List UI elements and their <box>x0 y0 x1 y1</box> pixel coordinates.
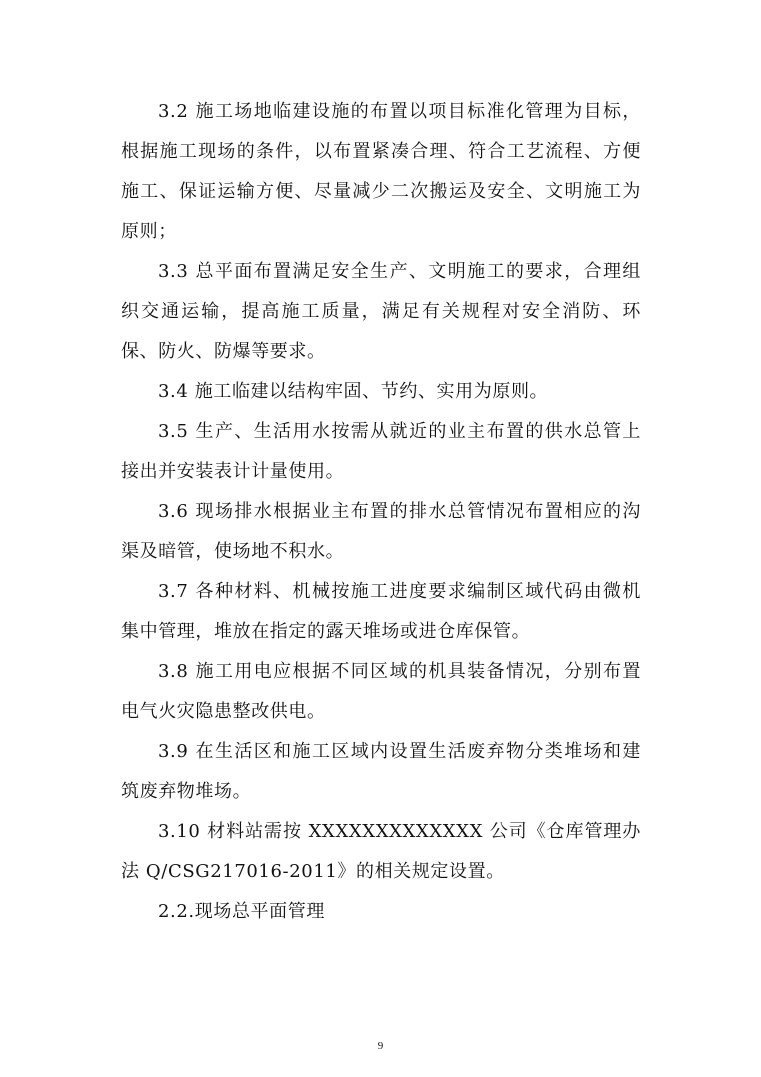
paragraph-3-7: 3.7 各种材料、机械按施工进度要求编制区域代码由微机集中管理，堆放在指定的露天堆场或进仓库保管。 <box>121 581 641 642</box>
paragraph-3-5: 3.5 生产、生活用水按需从就近的业主布置的供水总管上接出并安装表计计量使用。 <box>121 421 641 482</box>
paragraph-3-4: 3.4 施工临建以结构牢固、节约、实用为原则。 <box>158 381 549 402</box>
paragraph-3-6: 3.6 现场排水根据业主布置的排水总管情况布置相应的沟渠及暗管，使场地不积水。 <box>121 501 641 562</box>
section-heading-2-2: 2.2.现场总平面管理 <box>158 901 325 922</box>
paragraph-3-2: 3.2 施工场地临建设施的布置以项目标准化管理为目标，根据施工现场的条件，以布置紧凑合理、符合工艺流程、方便施工、保证运输方便、尽量减少二次搬运及安全、文明施工为原则； <box>121 101 641 242</box>
paragraph-3-10: 3.10 材料站需按 XXXXXXXXXXXXX 公司《仓库管理办法 Q/CSG217016-2011》的相关规定设置。 <box>121 821 641 882</box>
paragraph-3-8: 3.8 施工用电应根据不同区域的机具装备情况，分别布置电气火灾隐患整改供电。 <box>121 661 641 722</box>
document-body <box>121 92 641 932</box>
paragraph-3-3: 3.3 总平面布置满足安全生产、文明施工的要求，合理组织交通运输，提高施工质量，满足有关规程对安全消防、环保、防火、防爆等要求。 <box>121 261 641 362</box>
page-number: 9 <box>377 1040 384 1052</box>
paragraph-3-9: 3.9 在生活区和施工区域内设置生活废弃物分类堆场和建筑废弃物堆场。 <box>121 741 641 802</box>
